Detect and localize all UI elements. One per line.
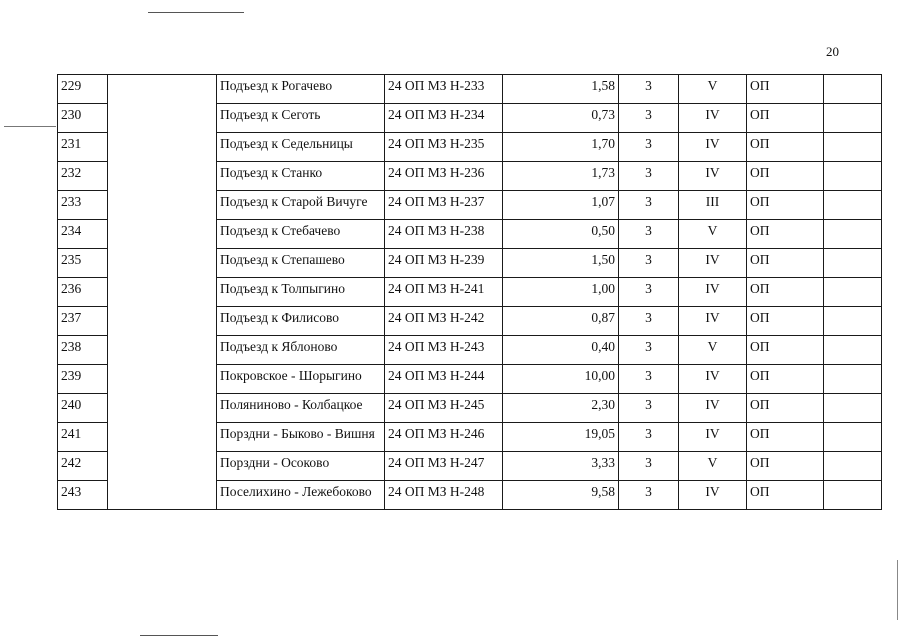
road-code-cell: 24 ОП МЗ Н-242 (385, 307, 503, 336)
type-cell: ОП (747, 162, 824, 191)
type-cell: ОП (747, 365, 824, 394)
table-row (58, 336, 882, 365)
table-row (58, 365, 882, 394)
road-code-cell: 24 ОП МЗ Н-237 (385, 191, 503, 220)
table-row (58, 423, 882, 452)
lanes-cell: 3 (619, 481, 679, 510)
row-number-cell: 242 (58, 452, 108, 481)
table-body (58, 75, 882, 510)
category-cell: IV (679, 104, 747, 133)
lanes-cell: 3 (619, 336, 679, 365)
empty-cell (824, 307, 882, 336)
road-name-cell: Подъезд к Старой Вичуге (217, 191, 385, 220)
empty-cell (824, 278, 882, 307)
empty-cell (108, 278, 217, 307)
scan-artifact-line (140, 635, 218, 636)
road-code-cell: 24 ОП МЗ Н-246 (385, 423, 503, 452)
table-row (58, 191, 882, 220)
lanes-cell: 3 (619, 278, 679, 307)
empty-cell (108, 423, 217, 452)
roads-table (57, 74, 882, 510)
empty-cell (824, 133, 882, 162)
table-row (58, 104, 882, 133)
lanes-cell: 3 (619, 307, 679, 336)
category-cell: IV (679, 394, 747, 423)
category-cell: V (679, 220, 747, 249)
empty-cell (824, 336, 882, 365)
row-number-cell: 231 (58, 133, 108, 162)
type-cell: ОП (747, 75, 824, 104)
table-row (58, 75, 882, 104)
length-cell: 19,05 (503, 423, 619, 452)
road-name-cell: Подъезд к Стебачево (217, 220, 385, 249)
lanes-cell: 3 (619, 452, 679, 481)
length-cell: 0,40 (503, 336, 619, 365)
scan-artifact-line (4, 126, 56, 127)
empty-cell (824, 191, 882, 220)
row-number-cell: 237 (58, 307, 108, 336)
empty-cell (824, 220, 882, 249)
type-cell: ОП (747, 336, 824, 365)
type-cell: ОП (747, 133, 824, 162)
table-row (58, 133, 882, 162)
category-cell: V (679, 452, 747, 481)
road-code-cell: 24 ОП МЗ Н-248 (385, 481, 503, 510)
road-name-cell: Подъезд к Станко (217, 162, 385, 191)
category-cell: IV (679, 249, 747, 278)
lanes-cell: 3 (619, 104, 679, 133)
row-number-cell: 230 (58, 104, 108, 133)
row-number-cell: 238 (58, 336, 108, 365)
type-cell: ОП (747, 104, 824, 133)
empty-cell (108, 336, 217, 365)
lanes-cell: 3 (619, 191, 679, 220)
category-cell: IV (679, 162, 747, 191)
empty-cell (108, 452, 217, 481)
road-code-cell: 24 ОП МЗ Н-235 (385, 133, 503, 162)
category-cell: IV (679, 133, 747, 162)
table-row (58, 452, 882, 481)
length-cell: 2,30 (503, 394, 619, 423)
lanes-cell: 3 (619, 133, 679, 162)
empty-cell (108, 133, 217, 162)
road-name-cell: Полянинoво - Колбацкое (217, 394, 385, 423)
scan-artifact-line (148, 12, 244, 13)
lanes-cell: 3 (619, 423, 679, 452)
category-cell: IV (679, 278, 747, 307)
empty-cell (108, 249, 217, 278)
length-cell: 1,00 (503, 278, 619, 307)
empty-cell (108, 75, 217, 104)
road-name-cell: Порздни - Быково - Вишня (217, 423, 385, 452)
type-cell: ОП (747, 452, 824, 481)
category-cell: V (679, 336, 747, 365)
length-cell: 0,50 (503, 220, 619, 249)
length-cell: 1,73 (503, 162, 619, 191)
road-name-cell: Подъезд к Яблоново (217, 336, 385, 365)
road-code-cell: 24 ОП МЗ Н-234 (385, 104, 503, 133)
type-cell: ОП (747, 191, 824, 220)
empty-cell (108, 365, 217, 394)
table-row (58, 394, 882, 423)
table-row (58, 278, 882, 307)
lanes-cell: 3 (619, 249, 679, 278)
empty-cell (108, 307, 217, 336)
table-row (58, 249, 882, 278)
category-cell: IV (679, 423, 747, 452)
road-name-cell: Подъезд к Толпыгино (217, 278, 385, 307)
road-name-cell: Подъезд к Сеготь (217, 104, 385, 133)
road-code-cell: 24 ОП МЗ Н-247 (385, 452, 503, 481)
length-cell: 1,50 (503, 249, 619, 278)
row-number-cell: 239 (58, 365, 108, 394)
category-cell: IV (679, 365, 747, 394)
lanes-cell: 3 (619, 162, 679, 191)
row-number-cell: 229 (58, 75, 108, 104)
length-cell: 1,70 (503, 133, 619, 162)
length-cell: 3,33 (503, 452, 619, 481)
category-cell: IV (679, 307, 747, 336)
road-name-cell: Покровское - Шорыгино (217, 365, 385, 394)
road-name-cell: Подъезд к Седельницы (217, 133, 385, 162)
lanes-cell: 3 (619, 220, 679, 249)
category-cell: IV (679, 481, 747, 510)
row-number-cell: 232 (58, 162, 108, 191)
road-code-cell: 24 ОП МЗ Н-238 (385, 220, 503, 249)
empty-cell (108, 162, 217, 191)
length-cell: 1,07 (503, 191, 619, 220)
road-code-cell: 24 ОП МЗ Н-244 (385, 365, 503, 394)
type-cell: ОП (747, 307, 824, 336)
length-cell: 0,87 (503, 307, 619, 336)
road-code-cell: 24 ОП МЗ Н-245 (385, 394, 503, 423)
lanes-cell: 3 (619, 394, 679, 423)
type-cell: ОП (747, 249, 824, 278)
empty-cell (824, 365, 882, 394)
road-code-cell: 24 ОП МЗ Н-243 (385, 336, 503, 365)
page-number: 20 (826, 44, 839, 59)
empty-cell (108, 481, 217, 510)
empty-cell (824, 104, 882, 133)
length-cell: 9,58 (503, 481, 619, 510)
type-cell: ОП (747, 423, 824, 452)
row-number-cell: 240 (58, 394, 108, 423)
road-code-cell: 24 ОП МЗ Н-239 (385, 249, 503, 278)
row-number-cell: 236 (58, 278, 108, 307)
type-cell: ОП (747, 278, 824, 307)
type-cell: ОП (747, 481, 824, 510)
row-number-cell: 243 (58, 481, 108, 510)
road-name-cell: Порздни - Осоково (217, 452, 385, 481)
table-row (58, 481, 882, 510)
lanes-cell: 3 (619, 75, 679, 104)
empty-cell (824, 162, 882, 191)
lanes-cell: 3 (619, 365, 679, 394)
table-row (58, 220, 882, 249)
road-code-cell: 24 ОП МЗ Н-241 (385, 278, 503, 307)
road-name-cell: Подъезд к Филисово (217, 307, 385, 336)
scan-artifact-line (897, 560, 898, 620)
road-code-cell: 24 ОП МЗ Н-233 (385, 75, 503, 104)
empty-cell (108, 220, 217, 249)
road-code-cell: 24 ОП МЗ Н-236 (385, 162, 503, 191)
table-row (58, 307, 882, 336)
row-number-cell: 241 (58, 423, 108, 452)
empty-cell (824, 423, 882, 452)
row-number-cell: 235 (58, 249, 108, 278)
length-cell: 0,73 (503, 104, 619, 133)
table-row (58, 162, 882, 191)
length-cell: 1,58 (503, 75, 619, 104)
empty-cell (824, 394, 882, 423)
empty-cell (824, 249, 882, 278)
empty-cell (824, 481, 882, 510)
empty-cell (824, 75, 882, 104)
type-cell: ОП (747, 394, 824, 423)
road-name-cell: Подъезд к Рогачево (217, 75, 385, 104)
road-name-cell: Поселихино - Лежебоково (217, 481, 385, 510)
road-name-cell: Подъезд к Степашево (217, 249, 385, 278)
empty-cell (108, 104, 217, 133)
empty-cell (108, 191, 217, 220)
row-number-cell: 233 (58, 191, 108, 220)
length-cell: 10,00 (503, 365, 619, 394)
type-cell: ОП (747, 220, 824, 249)
row-number-cell: 234 (58, 220, 108, 249)
empty-cell (108, 394, 217, 423)
category-cell: III (679, 191, 747, 220)
empty-cell (824, 452, 882, 481)
category-cell: V (679, 75, 747, 104)
